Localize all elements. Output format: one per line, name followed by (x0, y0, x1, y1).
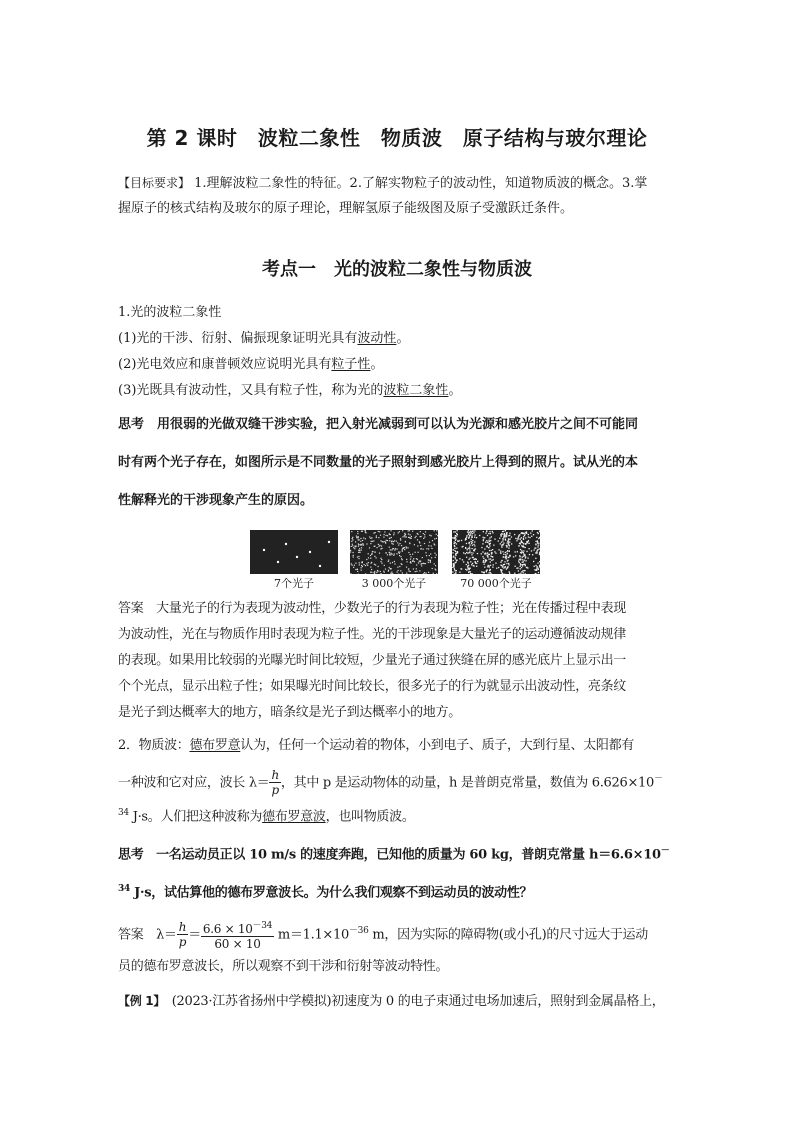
answer2-line-1 (118, 914, 678, 952)
example-text: 初速度为 0 的电子束通过电场加速后，照射到金属晶格上， (331, 994, 665, 1009)
think1-line-1: 思考 用很弱的光做双缝干涉实验，把入射光减弱到可以认为光源和感光胶片之间不可能同 (118, 417, 639, 432)
underlined-answer: 粒子性 (331, 357, 371, 372)
objectives-tag: 【目标要求】 (118, 176, 191, 190)
photo-7-photons (250, 530, 338, 574)
fraction-numeric (201, 919, 274, 951)
text: 。 (370, 357, 384, 372)
text: ，其中 p 是运动物体的动量，h 是普朗克常量，数值为 6.626×10 (280, 775, 654, 791)
think2-line-1 (118, 838, 678, 868)
exp-value: 34 (118, 808, 129, 818)
page-title: 第 2 课时 波粒二象性 物质波 原子结构与玻尔理论 (146, 126, 648, 150)
text: (1)光的干涉、衍射、偏振现象证明光具有 (118, 331, 358, 346)
underlined-answer: 德布罗意波 (262, 809, 326, 825)
objectives-text: 1.理解波粒二象性的特征。2.了解实物粒子的波动性，知道物质波的概念。3.掌 (190, 176, 648, 191)
think1-line-3: 性解释光的干涉现象产生的原因。 (118, 493, 314, 508)
text: ，也叫物质波。 (325, 809, 415, 825)
caption-7: 7个光子 (274, 577, 314, 590)
photo-70000-photons (452, 530, 540, 574)
exp-value: 34 (118, 884, 130, 894)
item1-line-3 (118, 378, 678, 404)
photo-3000-photons (350, 530, 438, 574)
fraction-h-over-p (177, 920, 188, 949)
text: m，因为实际的障碍物(或小孔)的尺寸远大于运动 (368, 927, 648, 943)
exp: －36 (348, 926, 369, 936)
text: 。 (448, 383, 462, 398)
caption-70000: 70 000个光子 (460, 577, 532, 590)
section-title: 考点一 光的波粒二象性与物质波 (262, 259, 532, 280)
text: 。 (396, 331, 410, 346)
think1-line-2: 时有两个光子存在，如图所示是不同数量的光子照射到感光胶片上得到的照片。试从光的本 (118, 455, 639, 470)
underlined-answer: 波动性 (357, 331, 397, 346)
text: 一种波和它对应，波长 λ＝ (118, 775, 270, 791)
frac-den: 60 × 10 (214, 936, 261, 951)
answer1-line-5: 是光子到达概率大的地方，暗条纹是光子到达概率小的地方。 (118, 705, 461, 720)
photon-photos-figure (250, 530, 550, 592)
text: (3)光既具有波动性，又具有粒子性，称为光的 (118, 383, 384, 398)
underlined-answer: 波粒二象性 (383, 383, 449, 398)
example-tag: 【例 1】 (118, 994, 160, 1008)
answer1-line-2: 为波动性，光在与物质作用时表现为粒子性。光的干涉现象是大量光子的运动遵循波动规律 (118, 627, 627, 642)
answer2-line-2: 员的德布罗意波长，所以观察不到干涉和衍射等波动特性。 (118, 959, 449, 974)
text: 答案 λ＝ (118, 927, 177, 943)
example1-line (118, 988, 678, 1015)
frac-den: p (178, 935, 187, 950)
answer1-line-1: 答案 大量光子的行为表现为波动性，少数光子的行为表现为粒子性；光在传播过程中表现 (118, 601, 627, 616)
underlined-answer: 德布罗意 (189, 738, 241, 753)
sparse-dots (250, 530, 338, 574)
dense-noise (350, 530, 438, 574)
num-text: 6.6 × 10 (202, 921, 253, 936)
item2-line-1 (118, 733, 678, 759)
caption-3000: 3 000个光子 (361, 577, 427, 590)
example-source: (2023·江苏省扬州中学模拟) (159, 994, 332, 1009)
item1-line-2 (118, 352, 678, 378)
text: (2)光电效应和康普顿效应说明光具有 (118, 357, 332, 372)
item1-line-1 (118, 326, 678, 352)
text: 2．物质波： (118, 738, 190, 753)
text: J·s。人们把这种波称为 (128, 809, 263, 825)
text: 思考 一名运动员正以 10 m/s 的速度奔跑，已知他的质量为 60 kg，普朗克常量 h＝6.6×10 (118, 847, 661, 863)
text: m＝1.1×10 (274, 927, 349, 943)
answer1-line-3: 的表现。如果用比较弱的光曝光时间比较短，少量光子通过狭缝在屏的感光底片上显示出一 (118, 653, 627, 668)
think2-line-2 (118, 876, 678, 906)
frac-num: h (271, 768, 279, 783)
frac-num (201, 919, 274, 937)
exp-sign: － (660, 846, 670, 856)
exp-sign: － (654, 774, 663, 784)
frac-den: p (271, 783, 279, 798)
wavelength-fraction (269, 768, 280, 797)
text: ＝ (188, 927, 201, 943)
item2-line-3 (118, 800, 678, 830)
text: 认为，任何一个运动着的物体，小到电子、质子，大到行星、太阳都有 (240, 738, 634, 753)
frac-num: h (178, 920, 187, 935)
fringe-pattern (452, 530, 540, 574)
objectives-line-1 (118, 170, 678, 197)
item1-heading: 1.光的波粒二象性 (118, 305, 222, 320)
text: J·s，试估算他的德布罗意波长。为什么我们观察不到运动员的波动性？ (129, 885, 533, 901)
answer1-line-4: 个个光点，显示出粒子性；如果曝光时间比较长，很多光子的行为就显示出波动性，亮条纹 (118, 679, 627, 694)
item2-line-2 (118, 764, 678, 798)
num-exp: －34 (252, 920, 273, 931)
objectives-line-2: 握原子的核式结构及玻尔的原子理论，理解氢原子能级图及原子受激跃迁条件。 (118, 201, 574, 216)
